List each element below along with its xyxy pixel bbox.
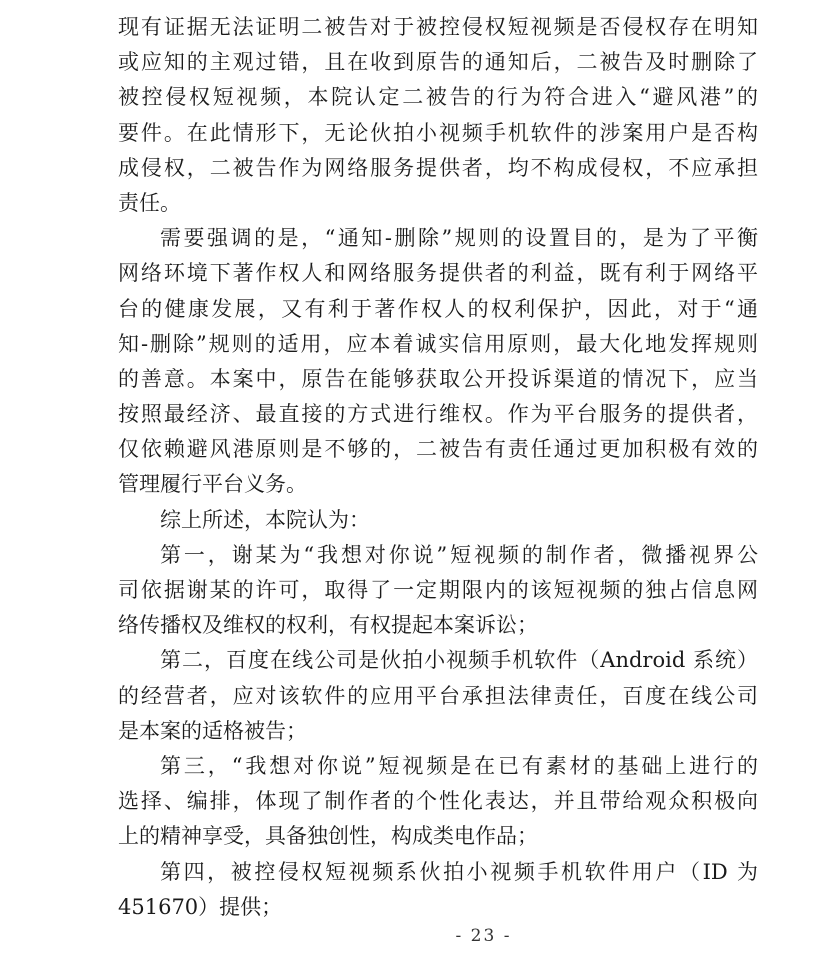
text-line: 仅依赖避风港原则是不够的，二被告有责任通过更加积极有效的 <box>118 437 758 462</box>
text-line: 综上所述，本院认为： <box>160 507 370 532</box>
text-line: 第四，被控侵权短视频系伙拍小视频手机软件用户（ID 为 <box>160 859 758 884</box>
paragraph <box>118 221 758 503</box>
text-line: 络传播权及维权的权利，有权提起本案诉讼； <box>118 613 538 638</box>
paragraph <box>118 10 758 221</box>
text-line: 上的精神享受，具备独创性，构成类电作品； <box>118 824 538 849</box>
text-line: 现有证据无法证明二被告对于被控侵权短视频是否侵权存在明知 <box>118 15 758 39</box>
text-line: 台的健康发展，又有利于著作权人的权利保护，因此，对于“通 <box>118 296 758 321</box>
text-line: 第一，谢某为“我想对你说”短视频的制作者，微播视界公 <box>160 542 758 567</box>
paragraph <box>118 643 758 749</box>
text-line: 被控侵权短视频，本院认定二被告的行为符合进入“避风港”的 <box>118 85 758 110</box>
paragraph <box>118 749 758 855</box>
text-line: 需要强调的是，“通知-删除”规则的设置目的，是为了平衡 <box>160 226 758 251</box>
paragraph <box>118 855 758 925</box>
text-line: 的善意。本案中，原告在能够获取公开投诉渠道的情况下，应当 <box>118 366 758 391</box>
text-line: 第三，“我想对你说”短视频是在已有素材的基础上进行的 <box>160 753 758 778</box>
text-line: 责任。 <box>118 190 181 215</box>
text-line: 选择、编排，体现了制作者的个性化表达，并且带给观众积极向 <box>118 789 758 814</box>
text-line: 网络环境下著作权人和网络服务提供者的利益，既有利于网络平 <box>118 261 758 286</box>
text-line: 司依据谢某的许可，取得了一定期限内的该短视频的独占信息网 <box>118 578 758 602</box>
text-line: 是本案的适格被告； <box>118 718 307 743</box>
text-line: 第二，百度在线公司是伙拍小视频手机软件（Android 系统） <box>160 648 758 673</box>
text-line: 知-删除”规则的适用，应本着诚实信用原则，最大化地发挥规则 <box>118 331 758 356</box>
text-line: 的经营者，应对该软件的应用平台承担法律责任，百度在线公司 <box>118 683 758 708</box>
paragraph <box>118 503 758 538</box>
text-line: 成侵权，二被告作为网络服务提供者，均不构成侵权，不应承担 <box>118 155 758 180</box>
document-body <box>118 10 758 925</box>
text-line: 或应知的主观过错，且在收到原告的通知后，二被告及时删除了 <box>118 50 758 75</box>
text-line: 要件。在此情形下，无论伙拍小视频手机软件的涉案用户是否构 <box>118 120 758 145</box>
text-line: 管理履行平台义务。 <box>118 472 307 497</box>
page-number: - 23 - <box>455 926 512 946</box>
paragraph <box>118 538 758 644</box>
text-line: 451670）提供； <box>118 894 283 919</box>
text-line: 按照最经济、最直接的方式进行维权。作为平台服务的提供者， <box>118 402 758 427</box>
